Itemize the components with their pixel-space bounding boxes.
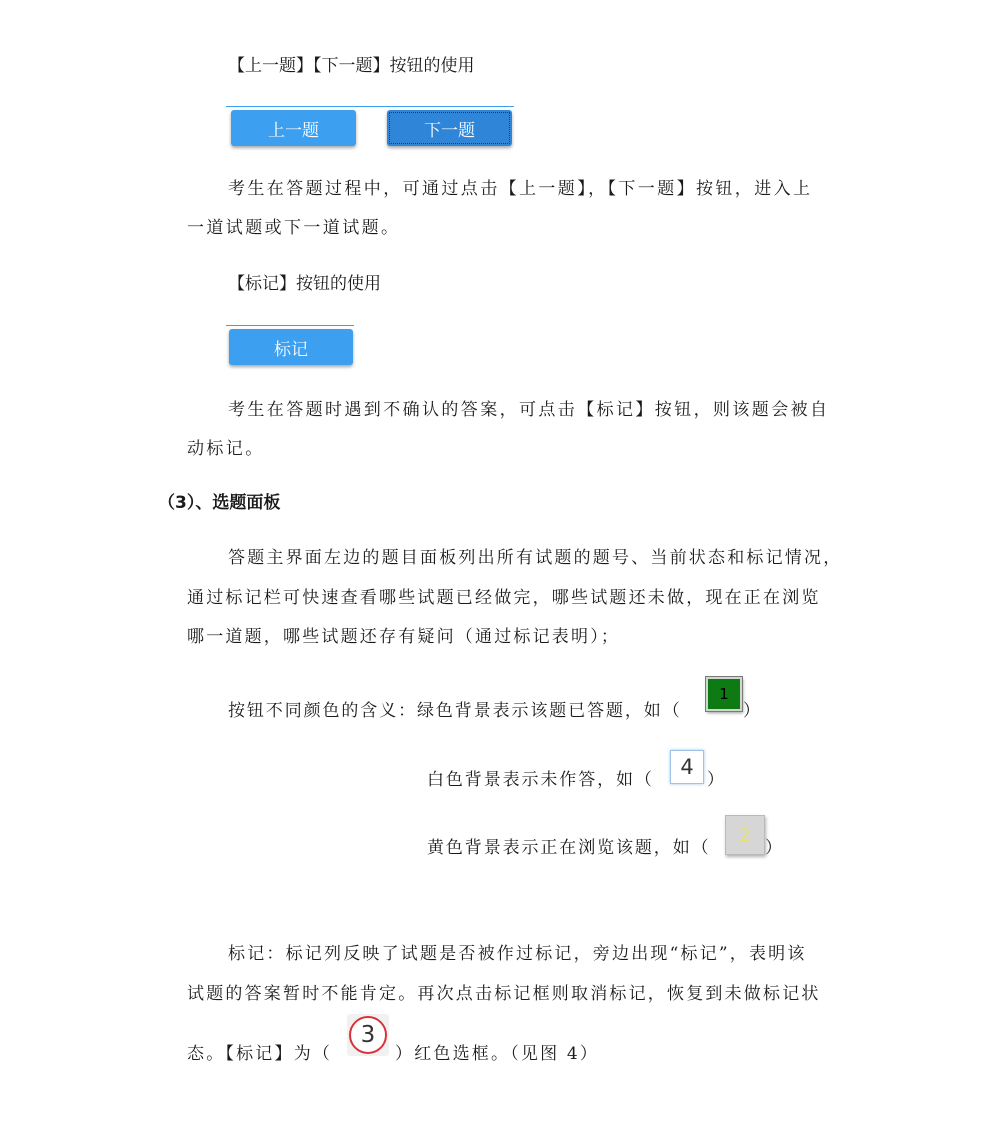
answered-question-sample: 1 — [706, 677, 742, 711]
marked-question-sample: 3 — [349, 1016, 387, 1054]
mark-button-topline — [226, 325, 354, 326]
white-legend-close: ） — [707, 770, 724, 790]
nav-description-line2: 一道试题或下一道试题。 — [187, 218, 401, 238]
unanswered-question-sample: 4 — [670, 750, 704, 784]
mark-note-line3-end: ）红色选框。（见图 4） — [395, 1044, 600, 1064]
mark-description-line1: 考生在答题时遇到不确认的答案，可点击【标记】按钮，则该题会被自 — [228, 400, 830, 420]
nav-buttons-topline — [226, 106, 514, 107]
yellow-legend-text: 黄色背景表示正在浏览该题，如（ — [427, 838, 711, 858]
panel-description-line3: 哪一道题，哪些试题还存有疑问（通过标记表明）； — [187, 627, 621, 647]
panel-section-heading: （3）、选题面板 — [158, 493, 281, 513]
mark-description-line2: 动标记。 — [187, 439, 265, 459]
mark-note-line3-start: 态。【标记】为（ — [187, 1044, 333, 1064]
mark-note-line1: 标记：标记列反映了试题是否被作过标记，旁边出现“标记”，表明该 — [228, 944, 807, 964]
panel-description-line2: 通过标记栏可快速查看哪些试题已经做完，哪些试题还未做，现在正在浏览 — [187, 588, 821, 608]
green-legend-text: 按钮不同颜色的含义：绿色背景表示该题已答题，如（ — [228, 701, 682, 721]
panel-description-line1: 答题主界面左边的题目面板列出所有试题的题号、当前状态和标记情况， — [228, 548, 843, 568]
nav-buttons-heading: 【上一题】【下一题】按钮的使用 — [228, 56, 475, 76]
mark-note-line2: 试题的答案暂时不能肯定。再次点击标记框则取消标记，恢复到未做标记状 — [187, 984, 821, 1004]
green-legend-close: ） — [743, 701, 760, 721]
current-question-sample: 2 — [725, 815, 765, 855]
nav-description-line1: 考生在答题过程中，可通过点击【上一题】，【下一题】按钮，进入上 — [228, 179, 813, 199]
white-legend-text: 白色背景表示未作答，如（ — [427, 770, 654, 790]
prev-question-button[interactable]: 上一题 — [231, 110, 356, 146]
next-question-button[interactable]: 下一题 — [387, 110, 512, 146]
mark-button-heading: 【标记】按钮的使用 — [228, 274, 381, 294]
mark-button[interactable]: 标记 — [229, 329, 353, 365]
yellow-legend-close: ） — [765, 838, 782, 858]
